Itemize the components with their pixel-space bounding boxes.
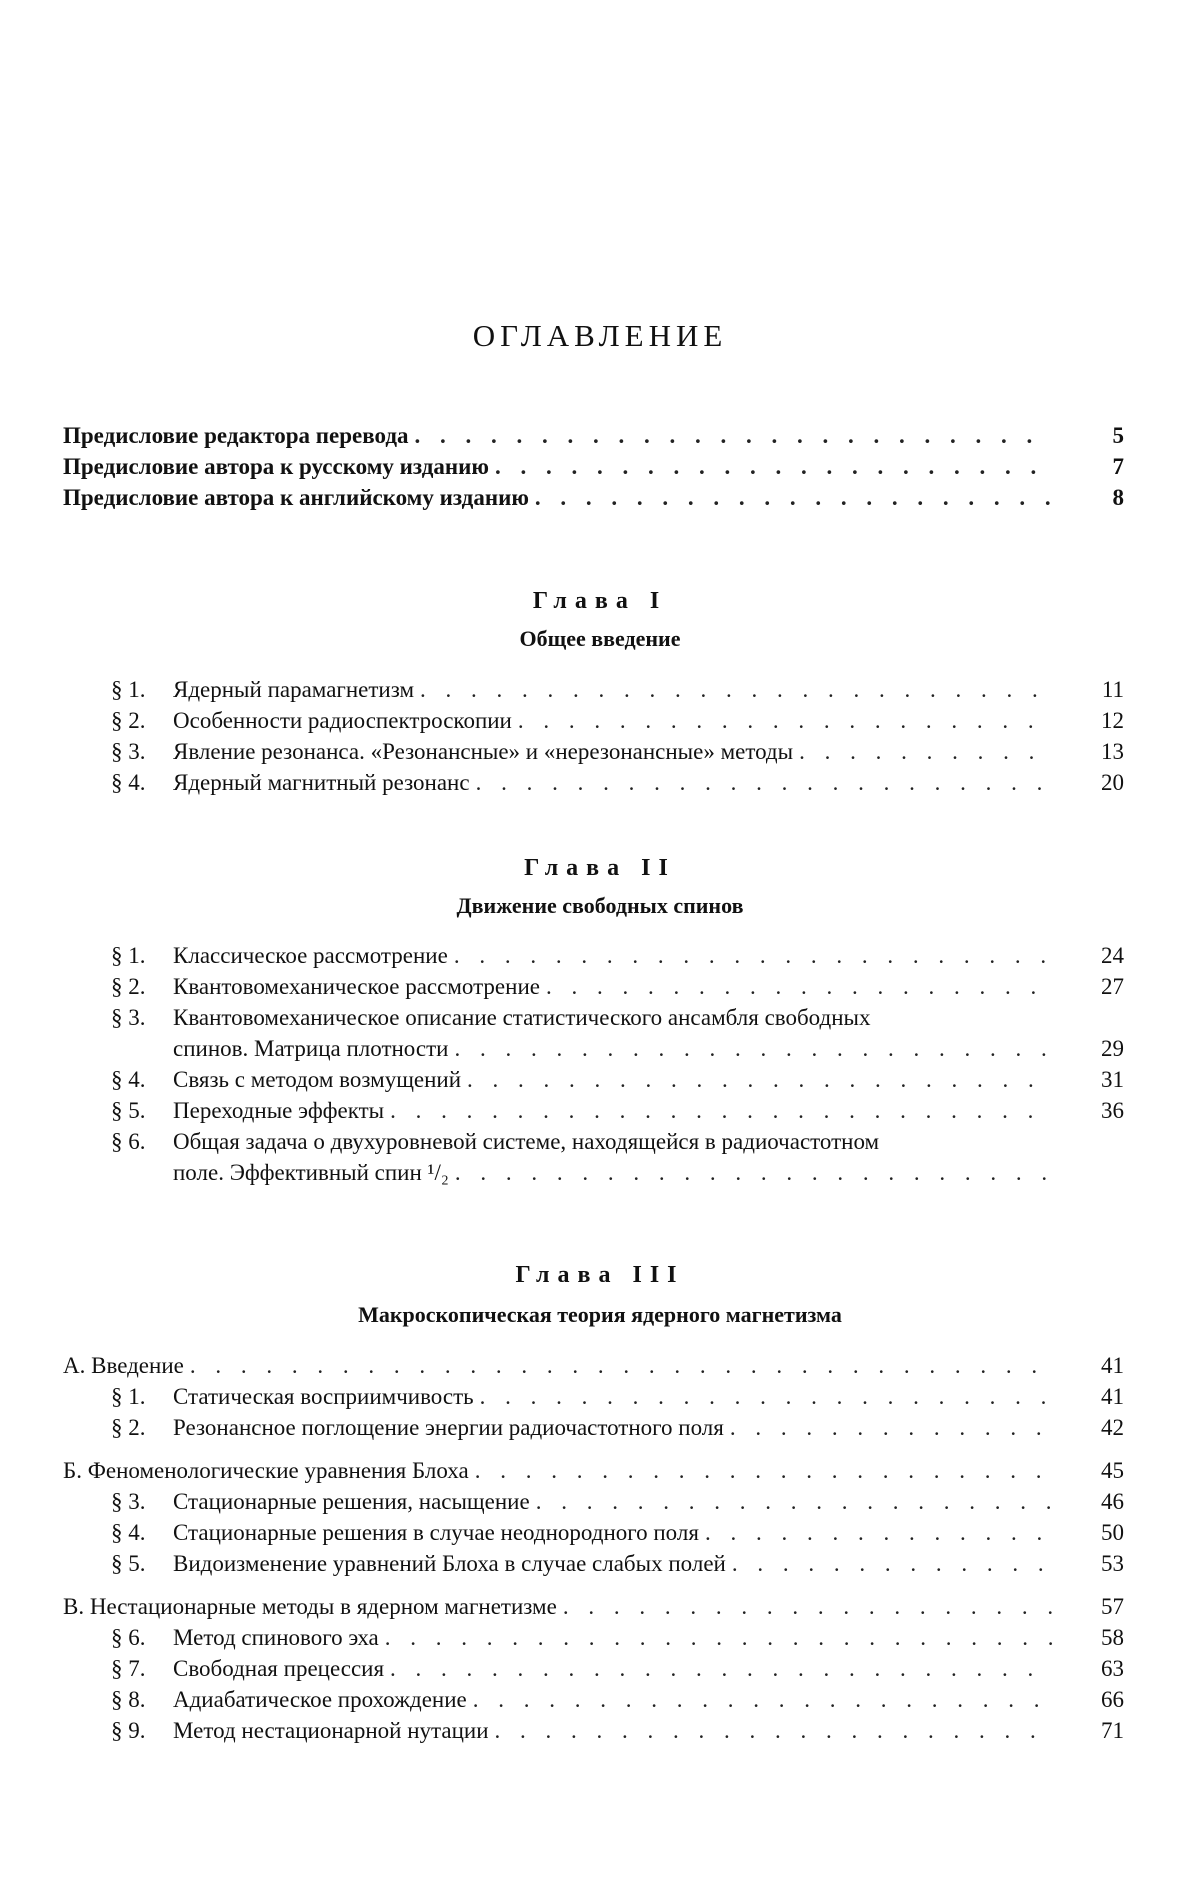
leader-dots bbox=[535, 482, 1052, 513]
leader-dots bbox=[385, 1622, 1052, 1653]
leader-dots bbox=[730, 1412, 1052, 1443]
entry-text: Связь с методом возмущений bbox=[173, 1067, 462, 1092]
entry-text: Ядерный магнитный резонанс bbox=[173, 770, 470, 795]
page-number: 41 bbox=[1101, 1353, 1124, 1378]
chapter-sections bbox=[63, 940, 1124, 1188]
leader-dots bbox=[518, 705, 1052, 736]
toc-entry bbox=[63, 1653, 1124, 1684]
toc-part-entry bbox=[63, 1350, 1124, 1381]
page-number: 53 bbox=[1101, 1551, 1124, 1576]
page-number: 31 bbox=[1101, 1067, 1124, 1092]
entry-text: Введение bbox=[91, 1353, 184, 1378]
entry-text: Квантовомеханическое описание статистического ансамбля свободных bbox=[173, 1005, 871, 1030]
entry-text: Метод спинового эха bbox=[173, 1625, 379, 1650]
toc-entry bbox=[63, 1548, 1124, 1579]
leader-dots bbox=[480, 1381, 1052, 1412]
page-number: 27 bbox=[1101, 974, 1124, 999]
chapter-label: Глава II bbox=[524, 855, 676, 881]
page-number: 41 bbox=[1101, 1384, 1124, 1409]
part-letter: Б. bbox=[63, 1458, 82, 1483]
entry-text-continued: спинов. Матрица плотности bbox=[173, 1036, 449, 1061]
entry-text: Стационарные решения в случае неоднородного поля bbox=[173, 1520, 699, 1545]
page-number: 58 bbox=[1101, 1625, 1124, 1650]
section-number: § 1. bbox=[111, 677, 146, 702]
toc-entry-first-line bbox=[63, 1126, 1124, 1157]
front-matter-list bbox=[63, 420, 1124, 513]
leader-dots bbox=[414, 420, 1052, 451]
entry-text: Статическая восприимчивость bbox=[173, 1384, 474, 1409]
section-number: § 3. bbox=[111, 739, 146, 764]
section-number: § 6. bbox=[111, 1625, 146, 1650]
entry-text: Ядерный парамагнетизм bbox=[173, 677, 415, 702]
page-number: 66 bbox=[1101, 1687, 1124, 1712]
chapter-title: Макроскопическая теория ядерного магнетизма bbox=[358, 1302, 842, 1327]
leader-dots bbox=[546, 971, 1052, 1002]
toc-entry bbox=[63, 971, 1124, 1002]
page-number: 24 bbox=[1101, 943, 1124, 968]
entry-text: Особенности радиоспектроскопии bbox=[173, 708, 512, 733]
page-number: 57 bbox=[1101, 1594, 1124, 1619]
toc-entry bbox=[63, 1486, 1124, 1517]
toc-entry bbox=[63, 451, 1124, 482]
page-number: 46 bbox=[1101, 1489, 1124, 1514]
leader-dots bbox=[390, 1653, 1052, 1684]
toc-entry bbox=[63, 1715, 1124, 1746]
leader-dots bbox=[495, 1715, 1052, 1746]
toc-entry bbox=[63, 1412, 1124, 1443]
chapter-title: Общее введение bbox=[519, 626, 681, 651]
section-number: § 4. bbox=[111, 1520, 146, 1545]
toc-entry bbox=[63, 1381, 1124, 1412]
section-number: § 8. bbox=[111, 1687, 146, 1712]
page-number: 20 bbox=[1101, 770, 1124, 795]
section-number: § 3. bbox=[111, 1005, 146, 1030]
leader-dots bbox=[190, 1350, 1052, 1381]
toc-entry bbox=[63, 482, 1124, 513]
leader-dots bbox=[705, 1517, 1052, 1548]
section-number: § 4. bbox=[111, 1067, 146, 1092]
page-number: 29 bbox=[1101, 1036, 1124, 1061]
section-number: § 5. bbox=[111, 1098, 146, 1123]
toc-entry bbox=[63, 940, 1124, 971]
entry-text: Предисловие автора к английскому изданию bbox=[63, 485, 529, 510]
chapter-sections bbox=[63, 1350, 1124, 1746]
page-number: 45 bbox=[1101, 1458, 1124, 1483]
toc-entry bbox=[63, 1517, 1124, 1548]
page-title: ОГЛАВЛЕНИЕ bbox=[472, 318, 728, 353]
leader-dots bbox=[475, 1455, 1052, 1486]
entry-text: Общая задача о двухуровневой системе, находящейся в радиочастотном bbox=[173, 1129, 880, 1154]
leader-dots bbox=[467, 1064, 1052, 1095]
entry-text: Явление резонанса. «Резонансные» и «нерезонансные» методы bbox=[173, 739, 794, 764]
entry-text: Свободная прецессия bbox=[173, 1656, 385, 1681]
toc-entry bbox=[63, 767, 1124, 798]
leader-dots bbox=[454, 1033, 1052, 1064]
entry-text: Предисловие автора к русскому изданию bbox=[63, 454, 489, 479]
entry-text: Адиабатическое прохождение bbox=[173, 1687, 467, 1712]
page-number: 36 bbox=[1101, 1098, 1124, 1123]
chapter-title: Движение свободных спинов bbox=[456, 893, 744, 918]
leader-dots bbox=[454, 940, 1052, 971]
toc-entry-continuation bbox=[63, 1157, 1124, 1188]
page-number: 11 bbox=[1101, 677, 1124, 702]
leader-dots bbox=[390, 1095, 1052, 1126]
entry-text: Метод нестационарной нутации bbox=[173, 1718, 489, 1743]
page-number: 12 bbox=[1101, 708, 1124, 733]
page-number: 50 bbox=[1101, 1520, 1124, 1545]
leader-dots bbox=[455, 1157, 1052, 1188]
toc-entry bbox=[63, 420, 1124, 451]
section-number: § 7. bbox=[111, 1656, 146, 1681]
page-number: 42 bbox=[1101, 1415, 1124, 1440]
toc-part-entry bbox=[63, 1455, 1124, 1486]
section-number: § 2. bbox=[111, 974, 146, 999]
leader-dots bbox=[732, 1548, 1052, 1579]
entry-text: Квантовомеханическое рассмотрение bbox=[173, 974, 540, 999]
toc-entry bbox=[63, 1095, 1124, 1126]
leader-dots bbox=[473, 1684, 1052, 1715]
page-number: 8 bbox=[1112, 485, 1124, 510]
page-number: 71 bbox=[1101, 1718, 1124, 1743]
leader-dots bbox=[420, 674, 1052, 705]
entry-text: Видоизменение уравнений Блоха в случае слабых полей bbox=[173, 1551, 726, 1576]
section-number: § 2. bbox=[111, 1415, 146, 1440]
chapter-label: Глава III bbox=[515, 1262, 685, 1288]
page-number: 63 bbox=[1101, 1656, 1124, 1681]
section-number: § 4. bbox=[111, 770, 146, 795]
entry-text: Классическое рассмотрение bbox=[173, 943, 448, 968]
page-number: 7 bbox=[1112, 454, 1124, 479]
entry-text: Резонансное поглощение энергии радиочастотного поля bbox=[173, 1415, 724, 1440]
toc-entry bbox=[63, 1684, 1124, 1715]
leader-dots bbox=[476, 767, 1052, 798]
leader-dots bbox=[799, 736, 1052, 767]
section-number: § 6. bbox=[111, 1129, 146, 1154]
section-number: § 9. bbox=[111, 1718, 146, 1743]
toc-entry bbox=[63, 705, 1124, 736]
entry-text: Предисловие редактора перевода bbox=[63, 423, 409, 448]
toc-entry bbox=[63, 674, 1124, 705]
section-number: § 1. bbox=[111, 943, 146, 968]
toc-entry bbox=[63, 736, 1124, 767]
part-letter: В. bbox=[63, 1594, 85, 1619]
toc-entry-first-line bbox=[63, 1002, 1124, 1033]
part-letter: А. bbox=[63, 1353, 86, 1378]
entry-text: Феноменологические уравнения Блоха bbox=[87, 1458, 469, 1483]
leader-dots bbox=[495, 451, 1052, 482]
page-number: 5 bbox=[1112, 423, 1124, 448]
toc-entry-continuation bbox=[63, 1033, 1124, 1064]
entry-text: Переходные эффекты bbox=[173, 1098, 385, 1123]
entry-text: Нестационарные методы в ядерном магнетизме bbox=[89, 1594, 557, 1619]
entry-text-continued: поле. Эффективный спин ¹/₂ bbox=[173, 1160, 449, 1185]
toc-entry bbox=[63, 1622, 1124, 1653]
section-number: § 5. bbox=[111, 1551, 146, 1576]
entry-text: Стационарные решения, насыщение bbox=[173, 1489, 530, 1514]
section-number: § 1. bbox=[111, 1384, 146, 1409]
toc-part-entry bbox=[63, 1591, 1124, 1622]
page-number: 13 bbox=[1101, 739, 1124, 764]
leader-dots bbox=[563, 1591, 1052, 1622]
section-number: § 2. bbox=[111, 708, 146, 733]
toc-entry bbox=[63, 1064, 1124, 1095]
chapter-label: Глава I bbox=[532, 588, 668, 614]
section-number: § 3. bbox=[111, 1489, 146, 1514]
leader-dots bbox=[536, 1486, 1052, 1517]
chapter-sections bbox=[63, 674, 1124, 798]
